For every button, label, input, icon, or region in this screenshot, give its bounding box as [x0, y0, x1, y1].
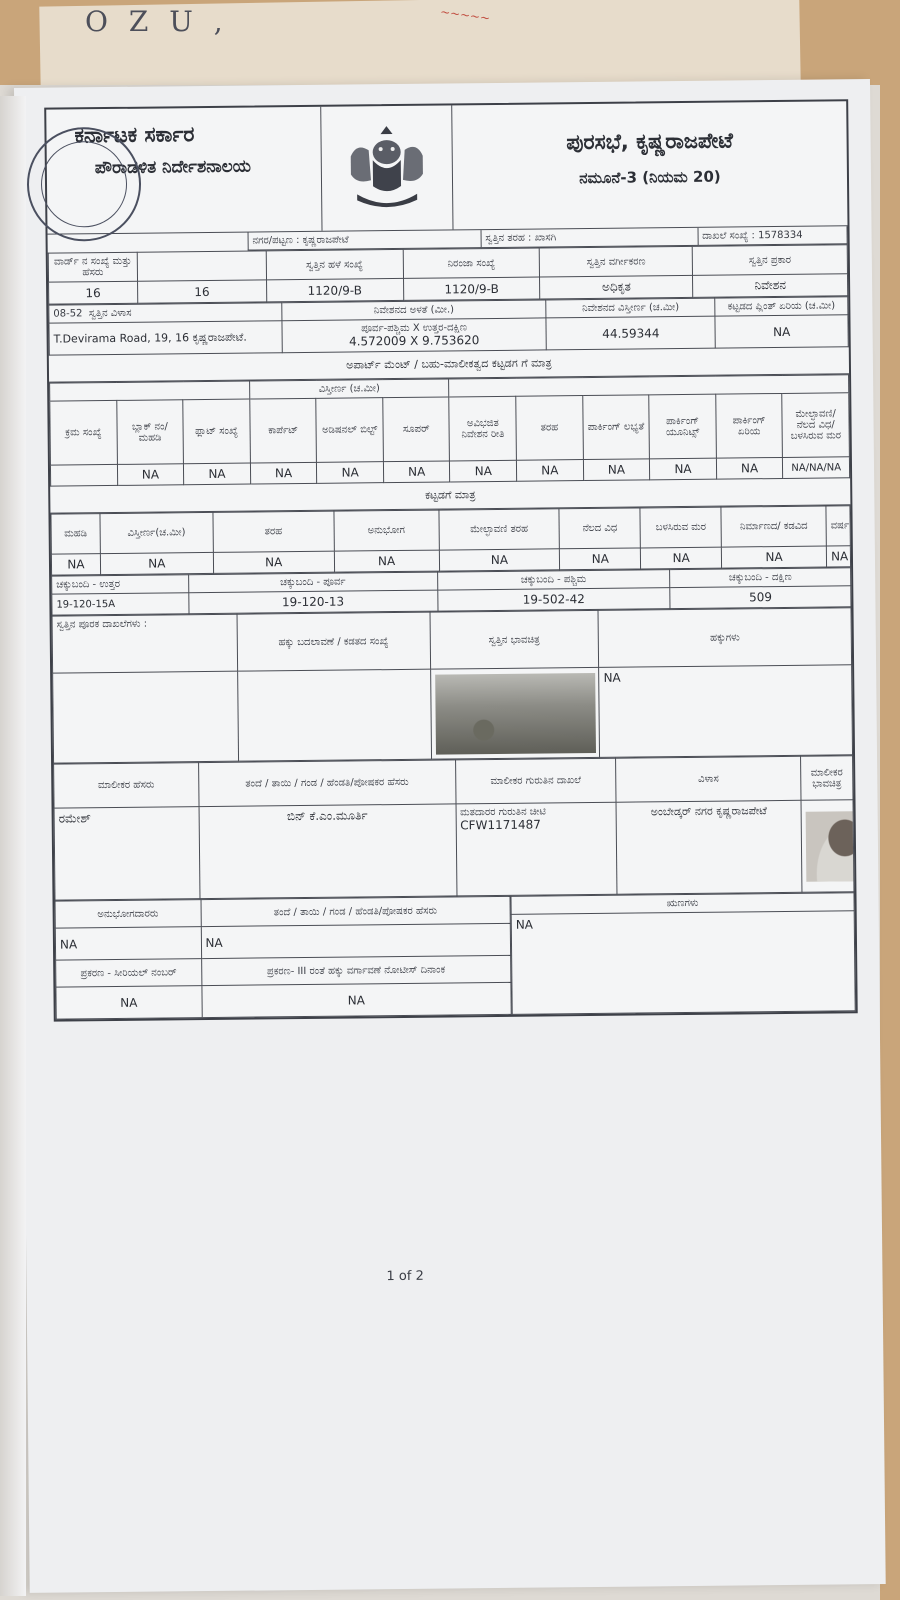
- bld-value: NA: [722, 546, 827, 568]
- boundary-west: 19-502-42: [437, 588, 670, 611]
- supporting-docs-value: [53, 671, 239, 763]
- plinth-label: ಕಟ್ಟಡದ ಪ್ಲಿಂತ್ ಏರಿಯ (ಚ.ಮೀ): [715, 297, 848, 316]
- owner-name: ರಮೇಶ್: [54, 807, 200, 901]
- apartment-table: [49, 374, 850, 486]
- owner-id-label: ಮಾಲೀಕರ ಗುರುತಿನ ದಾಖಲೆ: [455, 758, 616, 804]
- bld-header: ನಿರ್ಮಾಣದ/ ಕಡವಿದ: [721, 506, 826, 547]
- owner-parent-label: ತಂದೆ / ತಾಯಿ / ಗಂಡ / ಹೆಂಡತಿ/ಪೋಷಕರ ಹೆಸರು: [198, 760, 455, 807]
- occupant-block: [55, 892, 856, 1019]
- apt-header: ಕ್ರಮ ಸಂಖ್ಯೆ: [50, 400, 117, 465]
- property-type-label: ಸ್ವತ್ತಿನ ತರಹ : ಖಾಸಗಿ: [481, 228, 698, 248]
- liabilities-label: ಋಣಗಳು: [511, 893, 854, 915]
- apartment-section-title: ಅಪಾರ್ಟ್ ಮೆಂಟ್ / ಬಹು-ಮಾಲೀಕತ್ವದ ಕಟ್ಟಡಗ ಗೆ ಮಾತ್ರ: [49, 347, 849, 382]
- apt-value: NA: [317, 462, 384, 484]
- property-form: [44, 99, 858, 1021]
- apt-value: NA: [184, 463, 251, 485]
- rights-value: NA: [599, 665, 853, 758]
- rights-table: [52, 607, 854, 763]
- old-number-label: ಸ್ವತ್ತಿನ ಹಳೆ ಸಂಖ್ಯೆ: [266, 249, 403, 279]
- background-handwriting: O Z U ,: [85, 5, 229, 38]
- bld-value: NA: [439, 549, 560, 571]
- occupant-parent: NA: [201, 924, 511, 959]
- owner-name-label: ಮಾಲೀಕರ ಹೆಸರು: [54, 763, 199, 809]
- property-address: T.Devirama Road, 19, 16 ಕೃಷ್ಣರಾಜಪೇಟೆ.: [49, 321, 282, 355]
- bld-value: NA: [826, 546, 850, 567]
- address-table: [48, 296, 848, 355]
- property-ids-table: [48, 244, 849, 304]
- property-photo-cell: [430, 667, 600, 759]
- bld-header: ಅನುಭೋಗ: [334, 510, 439, 551]
- occupant-table: [55, 896, 512, 1020]
- form-header: [46, 101, 847, 234]
- bld-value: NA: [51, 554, 100, 576]
- dimension-value: [282, 318, 547, 353]
- bld-value: NA: [334, 550, 439, 572]
- side-code: 08-52: [53, 308, 83, 320]
- apt-header: ತರಹ: [516, 396, 583, 461]
- occupant-label: ಅನುಭೋಗದಾರರು: [55, 900, 201, 929]
- owner-table: [53, 755, 854, 900]
- document-page: [14, 79, 886, 1593]
- rights-label: ಹಕ್ಕುಗಳು: [598, 608, 851, 668]
- owner-address-label: ವಿಳಾಸ: [616, 756, 801, 802]
- bld-value: NA: [213, 551, 334, 573]
- apt-header: ಪಾರ್ಕಿಂಗ್ ಏರಿಯ: [716, 393, 783, 458]
- boundary-east: 19-120-13: [189, 590, 438, 614]
- serial-label: ಪ್ರಕರಣ - ಸೀರಿಯಲ್ ನಂಬರ್: [56, 959, 202, 988]
- bld-value: NA: [100, 552, 213, 574]
- owner-id-number: CFW1171487: [460, 817, 541, 833]
- owner-id-type: ಮತದಾರರ ಗುರುತಿನ ಚೀಟಿ: [460, 806, 546, 819]
- boundary-south: 509: [670, 586, 851, 609]
- area-label: ನಿವೇಶನದ ವಿಸ್ತೀರ್ಣ (ಚ.ಮೀ): [546, 298, 715, 318]
- apt-header: ಅಡಿಷನಲ್ ಬಿಲ್ಟ್: [316, 398, 383, 463]
- boundary-north: 19-120-15A: [52, 593, 189, 615]
- classification: ಅಧಿಕೃತ: [540, 275, 693, 299]
- government-block: [46, 107, 322, 234]
- liabilities-value: NA: [511, 911, 855, 1015]
- old-number: 1120/9-B: [266, 278, 403, 301]
- document-number-value: 1578334: [757, 229, 803, 242]
- bld-header: ತರಹ: [213, 511, 334, 552]
- apt-value: NA: [583, 459, 650, 481]
- apt-value: NA: [117, 464, 184, 486]
- background-stamp: ~~~~~: [439, 4, 492, 26]
- liabilities-table: [510, 892, 855, 1015]
- owner-photo: [806, 810, 854, 881]
- supporting-docs-label: ಸ್ವತ್ತಿನ ಪೂರಕ ದಾಖಲೆಗಳು :: [52, 614, 237, 673]
- owner-parent: ಬಿನ್ ಕೆ.ಎಂ.ಮೂರ್ತಿ: [199, 804, 457, 899]
- apt-header: ಫ್ಲಾಟ್ ಸಂಖ್ಯೆ: [183, 399, 250, 464]
- area-group-label: ವಿಸ್ತೀರ್ಣ (ಚ.ಮೀ): [249, 379, 449, 399]
- bld-header: ವರ್ಷ: [826, 506, 850, 546]
- apt-header: ಕಾರ್ಪೆಟ್: [250, 398, 317, 463]
- government-name: ಕರ್ನಾಟಕ ಸರ್ಕಾರ: [74, 122, 195, 148]
- form-number: ನಮೂನೆ-3 (ನಿಯಮ 20): [579, 167, 721, 188]
- boundary-south-label: ಚಕ್ಕುಬಂದಿ - ದಕ್ಷಿಣ: [670, 568, 851, 588]
- apt-value: NA/NA/NA: [783, 457, 850, 479]
- occupant-parent-label: ತಂದೆ / ತಾಯಿ / ಗಂಡ / ಹೆಂಡತಿ/ಪೋಷಕರ ಹೆಸರು: [201, 896, 511, 926]
- apt-value: NA: [250, 462, 317, 484]
- classification-label: ಸ್ವತ್ತಿನ ವರ್ಗೀಕರಣ: [540, 246, 693, 277]
- bld-header: ಬಳಸಿರುವ ಮರ: [640, 507, 721, 548]
- area-value: 44.59344: [546, 316, 715, 350]
- town-label: ನಗರ/ಪಟ್ಟಣ : ಕೃಷ್ಣರಾಜಪೇಟೆ: [248, 230, 481, 250]
- property-photo-label: ಸ್ವತ್ತಿನ ಭಾವಚಿತ್ರ: [430, 610, 599, 669]
- directorate-name: ಪೌರಾಡಳಿತ ನಿರ್ದೇಶನಾಲಯ: [94, 156, 251, 179]
- property-photo: [435, 672, 596, 754]
- building-table: [50, 505, 851, 575]
- owner-photo-label: ಮಾಲೀಕರ ಭಾವಚಿತ್ರ: [801, 756, 853, 801]
- rights-transfer-label: ಹಕ್ಕು ಬದಲಾವಣೆ / ಕಡತದ ಸಂಖ್ಯೆ: [237, 612, 430, 671]
- owner-photo-cell: [801, 800, 854, 893]
- apt-header: ಪಾರ್ಕಿಂಗ್ ಯೂನಿಟ್ಸ್: [649, 394, 716, 459]
- document-number: ದಾಖಲೆ ಸಂಖ್ಯೆ : 1578334: [698, 226, 848, 245]
- municipality-block: [452, 101, 847, 229]
- apt-value: [50, 464, 117, 486]
- apt-header: ಅವಿಭಜಿತ ನಿವೇಶನ ರೀತಿ: [449, 396, 516, 461]
- binding-edge: [0, 96, 26, 1596]
- occupant-name: NA: [55, 927, 201, 960]
- bld-header: ಮಹಡಿ: [51, 514, 100, 555]
- bld-header: ಮೇಲ್ಛಾವಣಿ ತರಹ: [438, 509, 559, 550]
- office-seal: [26, 127, 141, 242]
- apt-value: NA: [450, 460, 517, 482]
- building-section-title: ಕಟ್ಟಡಗೆ ಮಾತ್ರ: [50, 478, 850, 513]
- ward-name: 16: [137, 280, 266, 303]
- apt-value: NA: [650, 458, 717, 480]
- owner-id: [456, 802, 618, 896]
- apt-header: ಬ್ಲಾಕ್ ನಂ/ ಮಹಡಿ: [116, 400, 183, 465]
- dimension-numbers: 4.572009 X 9.753620: [348, 333, 480, 349]
- niranjana-number-label: ನಿರಂಜಾ ಸಂಖ್ಯೆ: [403, 248, 540, 278]
- rights-transfer-value: [237, 669, 431, 761]
- dimension-axis: ಪೂರ್ವ-ಪಶ್ಚಿಮ X ಉತ್ತರ-ದಕ್ಷಿಣ: [361, 322, 467, 335]
- bld-value: NA: [641, 547, 722, 569]
- plinth-value: NA: [715, 315, 848, 348]
- apt-header: ಪಾರ್ಕಿಂಗ್ ಲಭ್ಯತೆ: [582, 395, 649, 460]
- page-number: 1 of 2: [386, 1268, 424, 1285]
- apt-value: NA: [716, 457, 783, 479]
- apt-value: NA: [516, 460, 583, 482]
- boundary-west-label: ಚಕ್ಕುಬಂದಿ - ಪಶ್ಚಿಮ: [437, 570, 670, 590]
- property-kind: ನಿವೇಶನ: [693, 274, 848, 298]
- bld-header: ವಿಸ್ತೀರ್ಣ(ಚ.ಮೀ): [100, 512, 213, 553]
- owner-address: ಅಂಬೇಡ್ಕರ್ ನಗರ ಕೃಷ್ಣರಾಜಪೇಟೆ: [616, 800, 802, 894]
- ward-number: 16: [49, 281, 138, 304]
- apt-value: NA: [383, 461, 450, 483]
- notice-date-label: ಪ್ರಕರಣ- III ರಂತೆ ಹಕ್ಕು ವರ್ಗಾವಣೆ ನೋಟೀಸ್ ದಿನಾಂಕ: [201, 955, 511, 985]
- property-kind-label: ಸ್ವತ್ತಿನ ಪ್ರಕಾರ: [692, 245, 847, 276]
- boundary-north-label: ಚಕ್ಕುಬಂದಿ - ಉತ್ತರ: [52, 575, 189, 594]
- apt-header: ಮೇಲ್ಛಾವಣಿ/ನೆಲದ ವಿಧ/ಬಳಸಿರುವ ಮರ: [782, 393, 849, 458]
- boundary-east-label: ಚಕ್ಕುಬಂದಿ - ಪೂರ್ವ: [188, 572, 437, 593]
- ward-label: ವಾರ್ಡ್ ನ ಸಂಖ್ಯೆ ಮತ್ತು ಹೆಸರು: [48, 252, 137, 282]
- notice-date: NA: [201, 983, 511, 1018]
- ward-name-label: [137, 251, 266, 281]
- state-emblem: [321, 105, 453, 230]
- emblem-icon: [336, 120, 437, 217]
- dimension-label: ನಿವೇಶನದ ಅಳತೆ (ಮೀ.): [281, 300, 546, 321]
- municipality-name: ಪುರಸಭೆ, ಕೃಷ್ಣರಾಜಪೇಟೆ: [566, 128, 733, 155]
- address-label: 08-52 ಸ್ವತ್ತಿನ ವಿಳಾಸ: [49, 303, 282, 323]
- bld-value: NA: [560, 548, 641, 570]
- apt-header: ಸೂಪರ್: [383, 397, 450, 462]
- niranjana-number: 1120/9-B: [403, 277, 540, 300]
- serial-value: NA: [56, 986, 202, 1019]
- bld-header: ನೆಲದ ವಿಧ: [559, 508, 640, 549]
